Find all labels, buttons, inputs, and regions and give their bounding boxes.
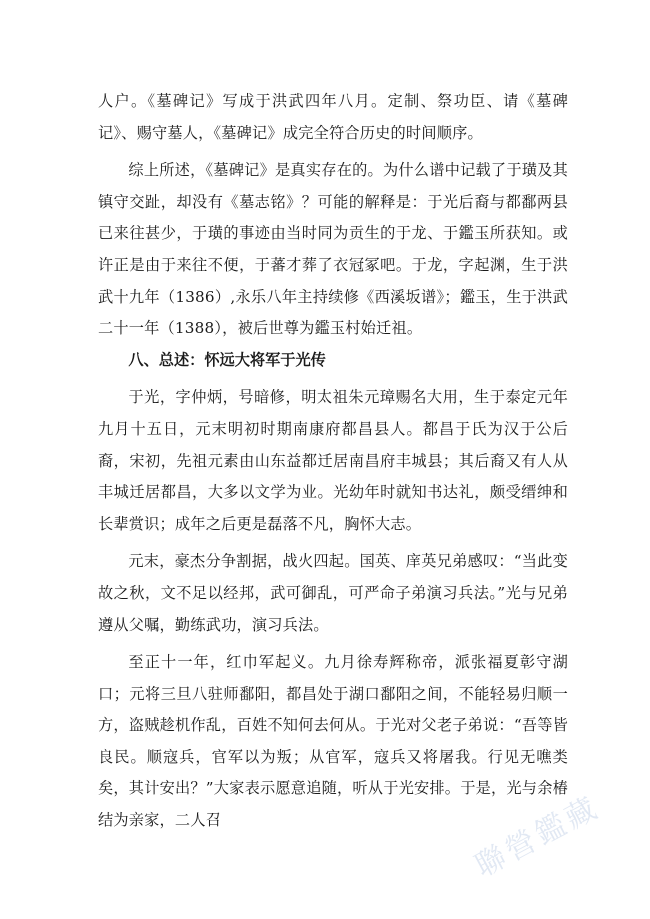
section-heading: 八、总述：怀远大将军于光传 — [128, 350, 326, 369]
paragraph-4: 元末，豪杰分争割据，战火四起。国英、庠英兄弟感叹：“当此变故之秋，文不足以经邦，武可御乱，可严命子弟演习兵法。”光与兄弟遵从父嘱，勤练武功，演习兵法。 — [98, 552, 568, 634]
paragraph-3: 于光，字仲炳，号暗修，明太祖朱元璋赐名大用，生于泰定元年九月十五日，元末明初时期南康府都昌县人。都昌于氏为汉于公后裔，宋初，先祖元素由山东益都迁居南昌府丰城县；其后裔又有人从丰城迁居都昌，大多以文学为业。光幼年时就知书达礼，颇受缙绅和长辈赏识；成年之后更是磊落不凡，胸怀大志。 — [98, 388, 568, 533]
watermark-stamp: 聯營鑑藏 — [469, 789, 606, 885]
paragraph-2: 综上所述，《墓碑记》是真实存在的。为什么谱中记载了于璜及其镇守交趾，却没有《墓志铭》？可能的解释是：于光后裔与都鄱两县已来往甚少，于璜的事迹由当时同为贡生的于龙、于鑑玉所获知。或许正是由于来往不便，于蕃才葬了衣冠冢吧。于龙，字起渊，生于洪武十九年（1386）,永乐八年主持续修《西溪坂谱》；鑑玉，生于洪武二十一年（1388），被后世尊为鑑玉村始迁祖。 — [98, 161, 568, 338]
document-body — [98, 86, 568, 837]
paragraph-1: 人户。《墓碑记》写成于洪武四年八月。定制、祭功臣、请《墓碑记》、赐守墓人，《墓碑记》成完全符合历史的时间顺序。 — [98, 92, 568, 142]
paragraph-5: 至正十一年，红巾军起义。九月徐寿辉称帝，派张福夏彰守湖口；元将三旦八驻师鄱阳，都昌处于湖口鄱阳之间，不能轻易归顺一方，盗贼趁机作乱，百姓不知何去何从。于光对父老子弟说：“吾等皆良民。顺寇兵，官军以为叛；从官军，寇兵又将屠我。行见无噍类矣，其计安出？”大家表示愿意追随，听从于光安排。于是，光与余椿结为亲家，二人召 — [98, 653, 568, 830]
